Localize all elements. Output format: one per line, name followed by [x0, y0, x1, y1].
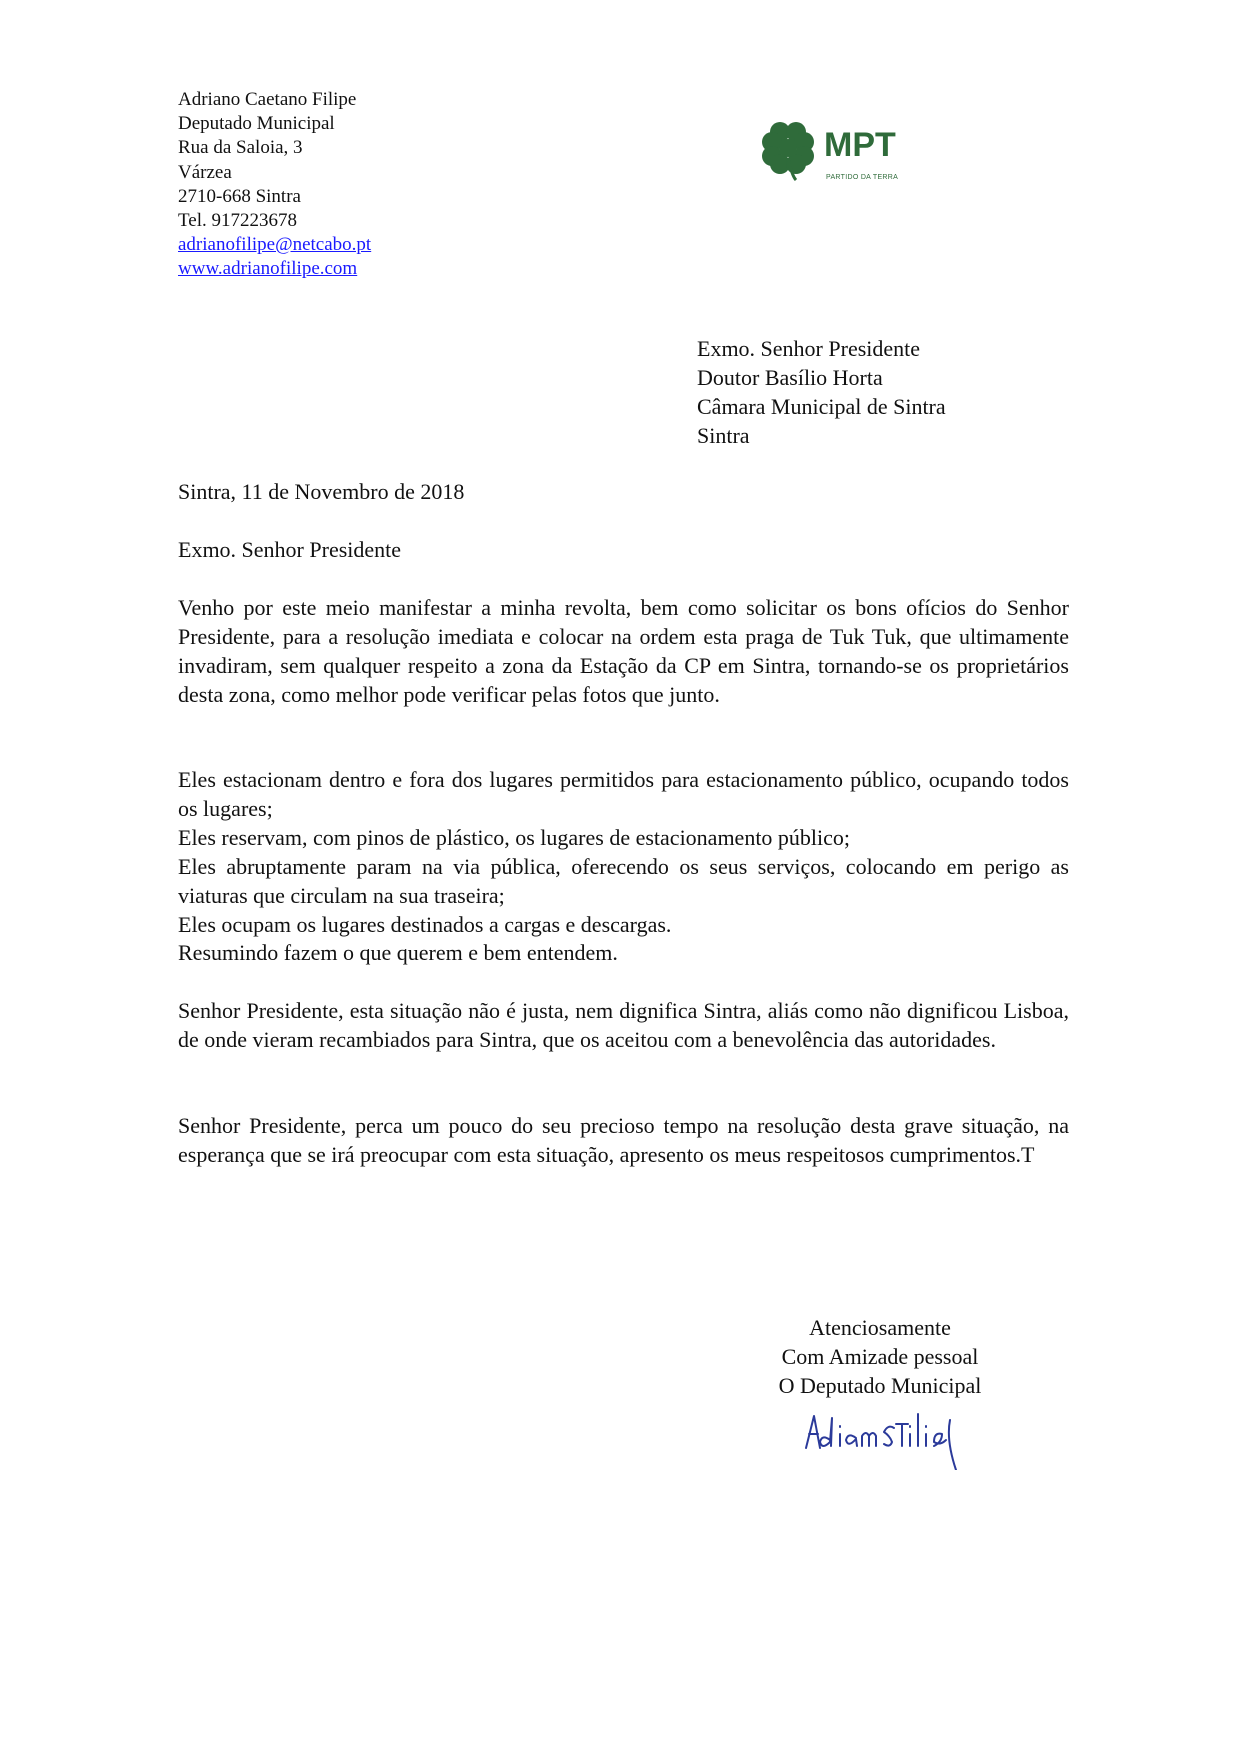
- four-leaf-clover-icon: [762, 118, 822, 198]
- sender-street: Rua da Saloia, 3: [178, 137, 303, 159]
- handwritten-signature: [800, 1400, 1000, 1470]
- recipient-line-3: Câmara Municipal de Sintra: [697, 394, 946, 419]
- paragraph-1: Venho por este meio manifestar a minha revolta, bem como solicitar os bons ofícios do Senhor Presidente, para a resolução imediata e colocar na ordem esta praga de Tuk Tuk, que ultimamente invadiram, sem qualquer respeito a zona da Estação da CP em Sintra, tornando-se os proprietários desta zona, como melhor pode verificar pelas fotos que junto.: [178, 595, 1069, 707]
- sender-block: [178, 88, 371, 282]
- paragraph-4: Senhor Presidente, perca um pouco do seu precioso tempo na resolução desta grave situação, na esperança que se irá preocupar com esta situação, apresento os meus respeitosos cumprimentos.T: [178, 1113, 1069, 1167]
- letter-date: Sintra, 11 de Novembro de 2018: [178, 479, 465, 504]
- recipient-line-2: Doutor Basílio Horta: [697, 365, 883, 390]
- paragraph-2: [178, 766, 1069, 968]
- sender-role: Deputado Municipal: [178, 113, 335, 135]
- closing-line-3: O Deputado Municipal: [778, 1372, 982, 1398]
- paragraph-2-item-3: Eles abruptamente param na via pública, oferecendo os seus serviços, colocando em perigo as viaturas que circulam na sua traseira;: [178, 853, 1069, 908]
- logo-text: MPT: [824, 126, 896, 164]
- recipient-line-4: Sintra: [697, 423, 750, 448]
- closing-line-2: Com Amizade pessoal: [781, 1343, 979, 1369]
- recipient-block: [697, 334, 946, 450]
- paragraph-2-item-4: Eles ocupam os lugares destinados a cargas e descargas.: [178, 911, 672, 937]
- logo-subtitle: PARTIDO DA TERRA: [826, 174, 899, 181]
- paragraph-3: Senhor Presidente, esta situação não é justa, nem dignifica Sintra, aliás como não dignificou Lisboa, de onde vieram recambiados para Sintra, que os aceitou com a benevolência das autoridades.: [178, 998, 1069, 1052]
- recipient-line-1: Exmo. Senhor Presidente: [697, 336, 921, 361]
- salutation: Exmo. Senhor Presidente: [178, 537, 402, 562]
- closing-block: [690, 1314, 1070, 1401]
- paragraph-2-item-2: Eles reservam, com pinos de plástico, os lugares de estacionamento público;: [178, 824, 851, 850]
- sender-name: Adriano Caetano Filipe: [178, 89, 357, 110]
- closing-line-1: Atenciosamente: [809, 1315, 951, 1340]
- sender-locality: Várzea: [178, 161, 232, 183]
- mpt-logo: [762, 118, 922, 198]
- sender-phone: Tel. 917223678: [178, 210, 297, 232]
- sender-website-link[interactable]: www.adrianofilipe.com: [178, 258, 358, 280]
- sender-email-link[interactable]: adrianofilipe@netcabo.pt: [178, 234, 372, 256]
- paragraph-2-item-1: Eles estacionam dentro e fora dos lugares permitidos para estacionamento público, ocupando todos os lugares;: [178, 767, 1069, 821]
- sender-postal: 2710-668 Sintra: [178, 185, 301, 207]
- paragraph-2-item-5: Resumindo fazem o que querem e bem entendem.: [178, 940, 618, 966]
